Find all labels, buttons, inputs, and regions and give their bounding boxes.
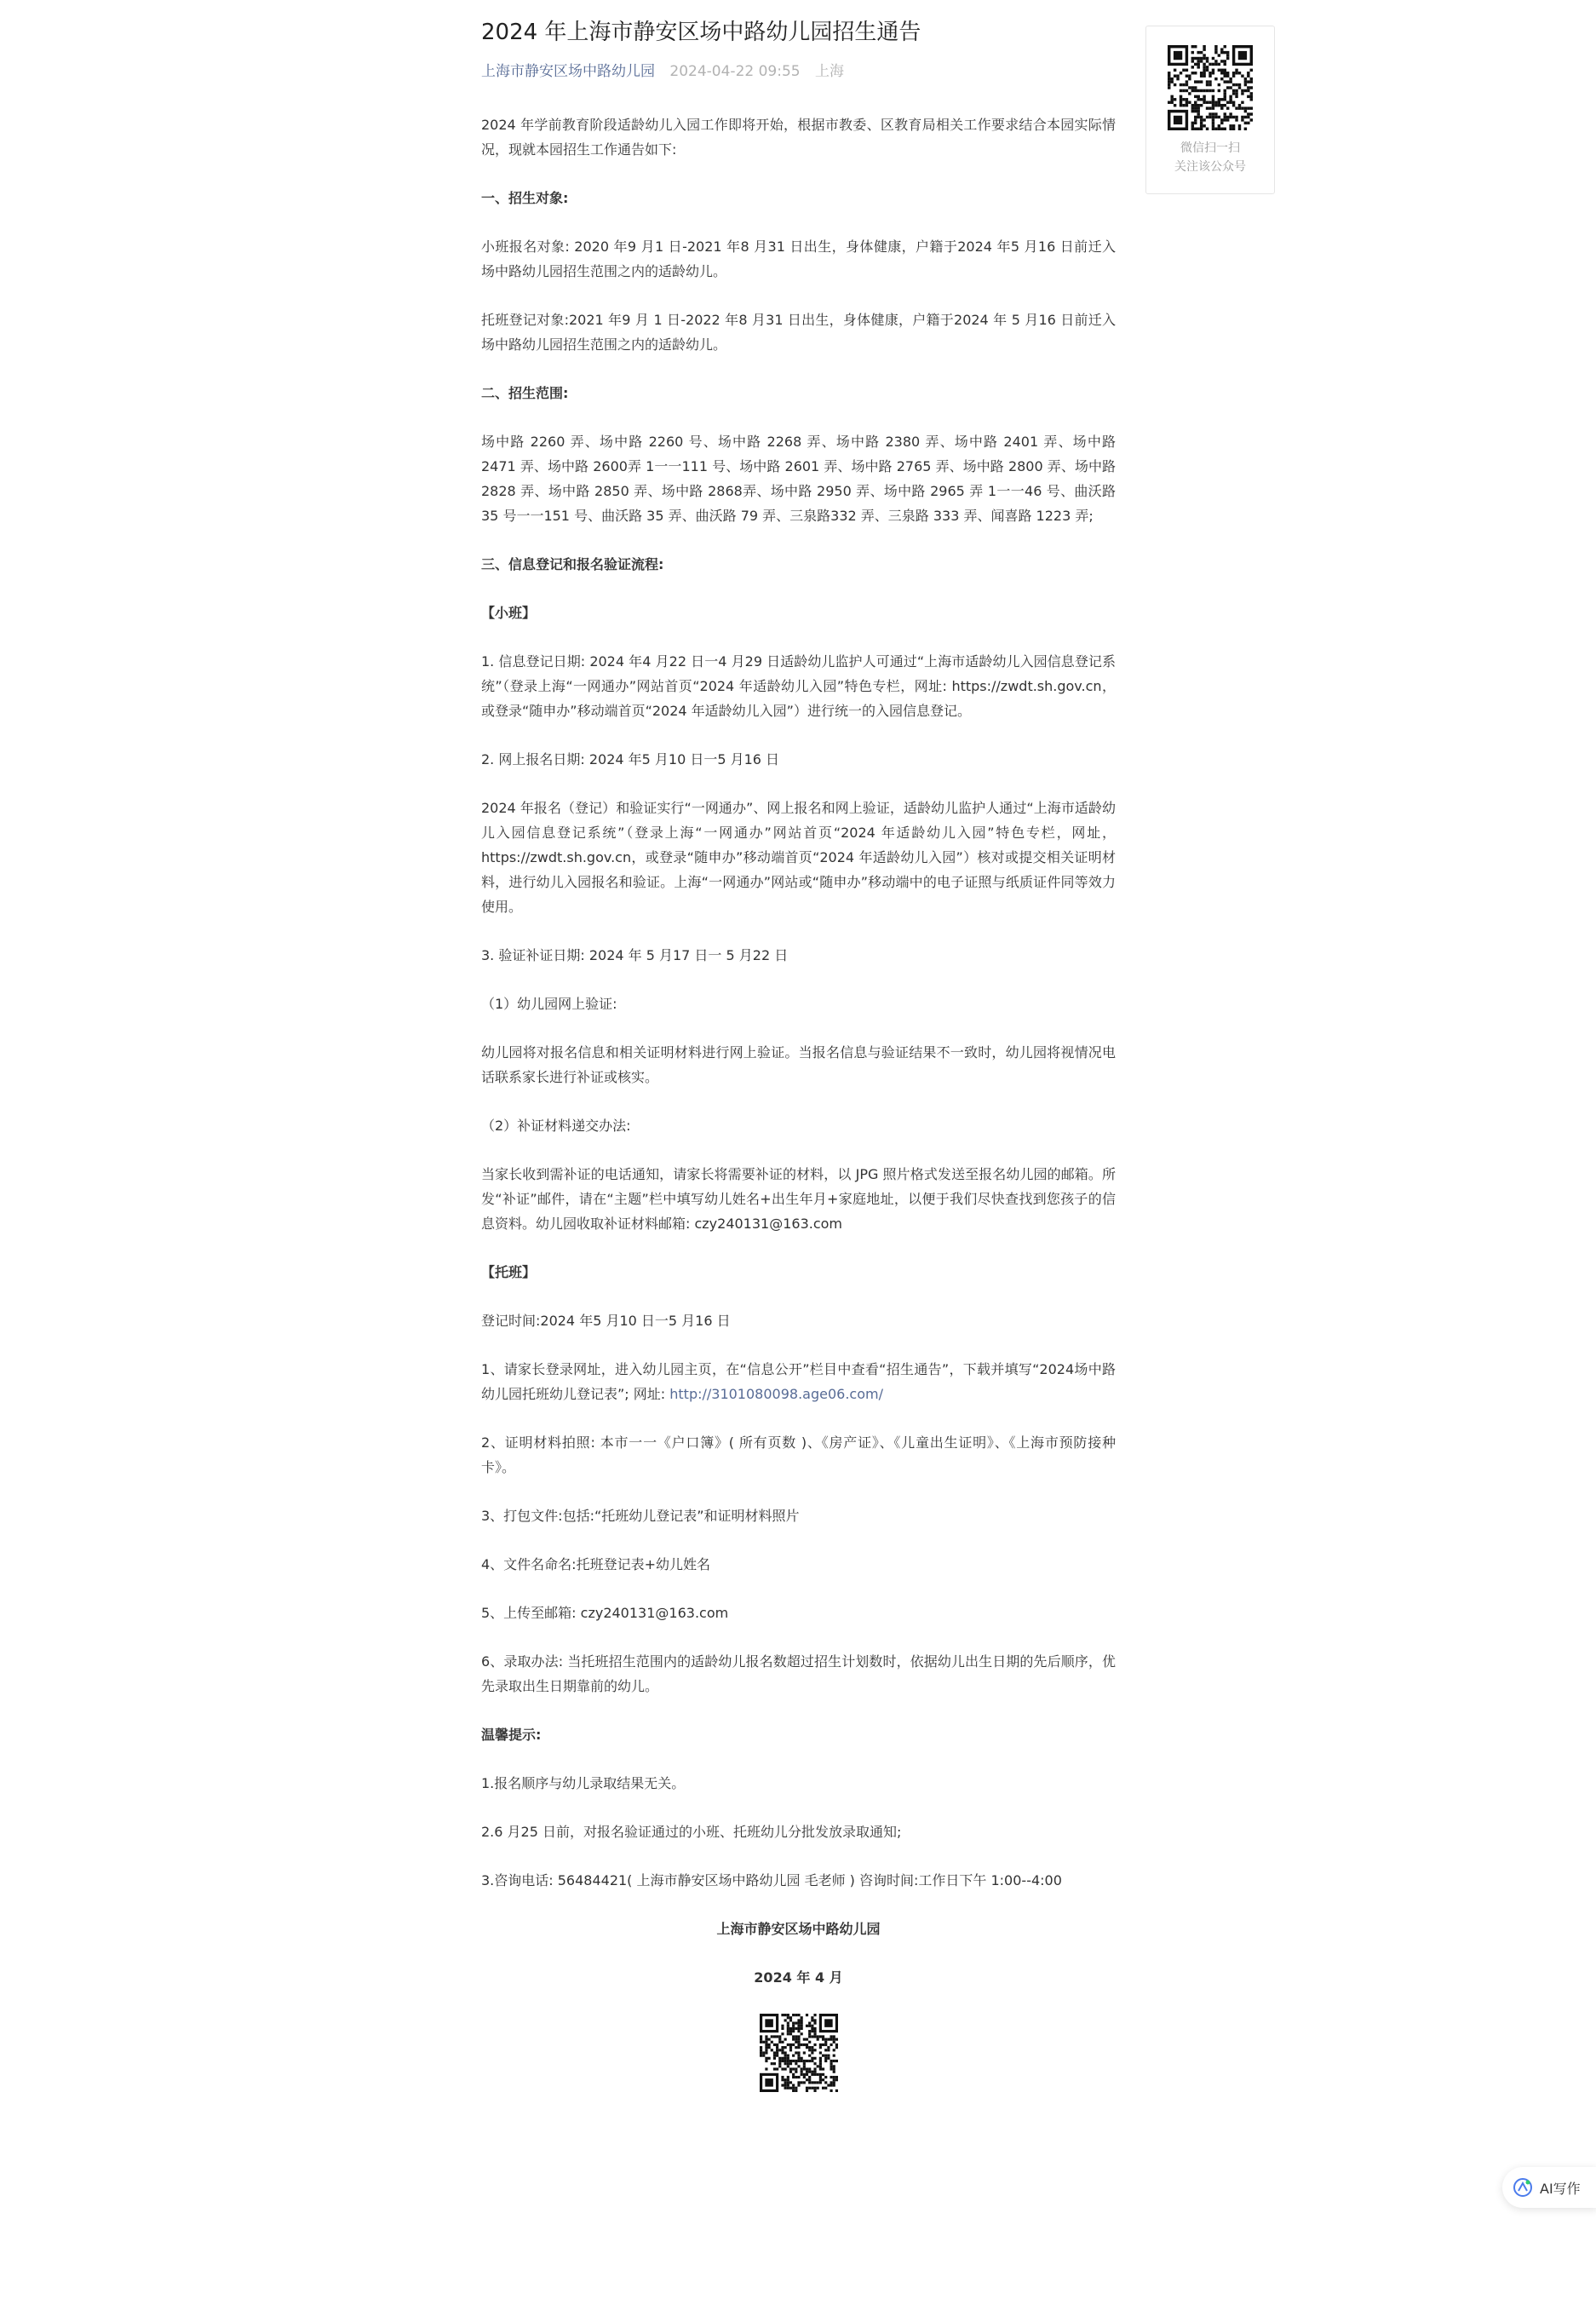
paragraph: 登记时间:2024 年5 月10 日一5 月16 日 xyxy=(481,1313,731,1329)
qr-code-icon xyxy=(760,2014,838,2092)
paragraph: 【小班】 xyxy=(481,605,537,621)
paragraph: （2）补证材料递交办法: xyxy=(481,1118,631,1134)
paragraph: 2024 年学前教育阶段适龄幼儿入园工作即将开始，根据市教委、区教育局相关工作要求结合本园实际情况，现就本园招生工作通告如下: xyxy=(481,117,1116,158)
paragraph: 一、招生对象: xyxy=(481,190,569,206)
paragraph: 2024 年 4 月 xyxy=(754,1969,843,1986)
account-qr-code-icon xyxy=(1168,45,1253,130)
paragraph: 二、招生范围: xyxy=(481,385,569,401)
ai-writing-label: AI写作 xyxy=(1540,2180,1581,2197)
bottom-qr-block xyxy=(481,2014,1116,2095)
paragraph: 4、文件名命名:托班登记表+幼儿姓名 xyxy=(481,1556,710,1572)
paragraph: （1）幼儿园网上验证: xyxy=(481,996,617,1012)
paragraph: 5、上传至邮箱: czy240131@163.com xyxy=(481,1605,729,1621)
article-meta xyxy=(481,60,1116,83)
paragraph: 3.咨询电话: 56484421( 上海市静安区场中路幼儿园 毛老师 ) 咨询时间:工作日下午 1:00--4:00 xyxy=(481,1872,1062,1888)
article-title: 2024 年上海市静安区场中路幼儿园招生通告 xyxy=(481,20,921,45)
paragraph: 2、证明材料拍照: 本市一一《户口簿》( 所有页数 )、《房产证》、《儿童出生证明》、《上海市预防接种卡》。 xyxy=(481,1434,1116,1475)
paragraph-with-link xyxy=(481,1357,1116,1406)
paragraph-group xyxy=(481,1430,1116,1990)
paragraph: 三、信息登记和报名验证流程: xyxy=(481,556,664,572)
paragraph: 【托班】 xyxy=(481,1264,537,1280)
paragraph: 2024 年报名（登记）和验证实行“一网通办”、网上报名和网上验证，适龄幼儿监护人通过“上海市适龄幼儿入园信息登记系统”（登录上海“一网通办”网站首页“2024 年适龄幼儿入园”特色专栏，网址，https://zwdt.sh.gov.cn，或登录“随申办”移动端首页“2024 年适龄幼儿入园”）核对或提交相关证明材料，进行幼儿入园报名和验证。上海“一网通办”网站或“随申办”移动端中的电子证照与纸质证件同等效力使用。 xyxy=(481,800,1116,915)
paragraph-group xyxy=(481,112,1116,1333)
paragraph: 小班报名对象: 2020 年9 月1 日-2021 年8 月31 日出生，身体健康，户籍于2024 年5 月16 日前迁入场中路幼儿园招生范围之内的适龄幼儿。 xyxy=(481,239,1116,279)
qr-hint-line1: 微信扫一扫 xyxy=(1180,141,1240,155)
author-link[interactable]: 上海市静安区场中路幼儿园 xyxy=(481,63,655,80)
paragraph: 2. 网上报名日期: 2024 年5 月10 日一5 月16 日 xyxy=(481,751,780,767)
qr-hint-line2: 关注该公众号 xyxy=(1174,160,1246,174)
article-content xyxy=(481,112,1116,2095)
paragraph: 当家长收到需补证的电话通知，请家长将需要补证的材料，以 JPG 照片格式发送至报名幼儿园的邮箱。所发“补证”邮件，请在“主题”栏中填写幼儿姓名+出生年月+家庭地址，以便于我们尽快查找到您孩子的信息资料。幼儿园收取补证材料邮箱: czy240131@163.com xyxy=(481,1166,1116,1232)
publish-location: 上海 xyxy=(815,63,845,80)
kindergarten-homepage-link[interactable]: http://3101080098.age06.com/ xyxy=(669,1386,883,1402)
article xyxy=(481,15,1116,2095)
paragraph: 1. 信息登记日期: 2024 年4 月22 日一4 月29 日适龄幼儿监护人可通过“上海市适龄幼儿入园信息登记系统”（登录上海“一网通办”网站首页“2024 年适龄幼儿入园”特色专栏，网址: https://zwdt.sh.gov.cn，或登录“随申办”移动端首页“2024 年适龄幼儿入园”）进行统一的入园信息登记。 xyxy=(481,653,1116,719)
paragraph: 幼儿园将对报名信息和相关证明材料进行网上验证。当报名信息与验证结果不一致时，幼儿园将视情况电话联系家长进行补证或核实。 xyxy=(481,1044,1116,1085)
ai-writing-button[interactable] xyxy=(1502,2167,1596,2208)
paragraph: 上海市静安区场中路幼儿园 xyxy=(716,1921,881,1937)
paragraph: 1.报名顺序与幼儿录取结果无关。 xyxy=(481,1775,686,1791)
paragraph: 3、打包文件:包括:“托班幼儿登记表”和证明材料照片 xyxy=(481,1508,800,1524)
paragraph: 6、录取办法: 当托班招生范围内的适龄幼儿报名数超过招生计划数时，依据幼儿出生日期的先后顺序，优先录取出生日期靠前的幼儿。 xyxy=(481,1653,1116,1694)
paragraph: 3. 验证补证日期: 2024 年 5 月17 日一 5 月22 日 xyxy=(481,947,789,963)
paragraph-text: 1、请家长登录网址，进入幼儿园主页，在“信息公开”栏目中查看“招生通告”，下载并填写“2024场中路幼儿园托班幼儿登记表”; 网址: xyxy=(481,1361,1116,1402)
follow-account-panel xyxy=(1145,26,1275,194)
paragraph: 托班登记对象:2021 年9 月 1 日-2022 年8 月31 日出生，身体健康，户籍于2024 年 5 月16 日前迁入场中路幼儿园招生范围之内的适龄幼儿。 xyxy=(481,312,1116,353)
paragraph: 温馨提示: xyxy=(481,1727,542,1743)
paragraph: 2.6 月25 日前，对报名验证通过的小班、托班幼儿分批发放录取通知; xyxy=(481,1824,902,1840)
publish-time: 2024-04-22 09:55 xyxy=(669,63,801,80)
ai-writing-icon xyxy=(1513,2177,1533,2198)
paragraph: 场中路 2260 弄、场中路 2260 号、场中路 2268 弄、场中路 2380 弄、场中路 2401 弄、场中路 2471 弄、场中路 2600弄 1一一111 号、场中路 2601 弄、场中路 2765 弄、场中路 2800 弄、场中路 2828 弄、场中路 2850 弄、场中路 2868弄、场中路 2950 弄、场中路 2965 弄 1一一46 号、曲沃路 35 号一一151 号、曲沃路 35 弄、曲沃路 79 弄、三泉路332 弄、三泉路 333 弄、闻喜路 1223 弄; xyxy=(481,434,1116,524)
